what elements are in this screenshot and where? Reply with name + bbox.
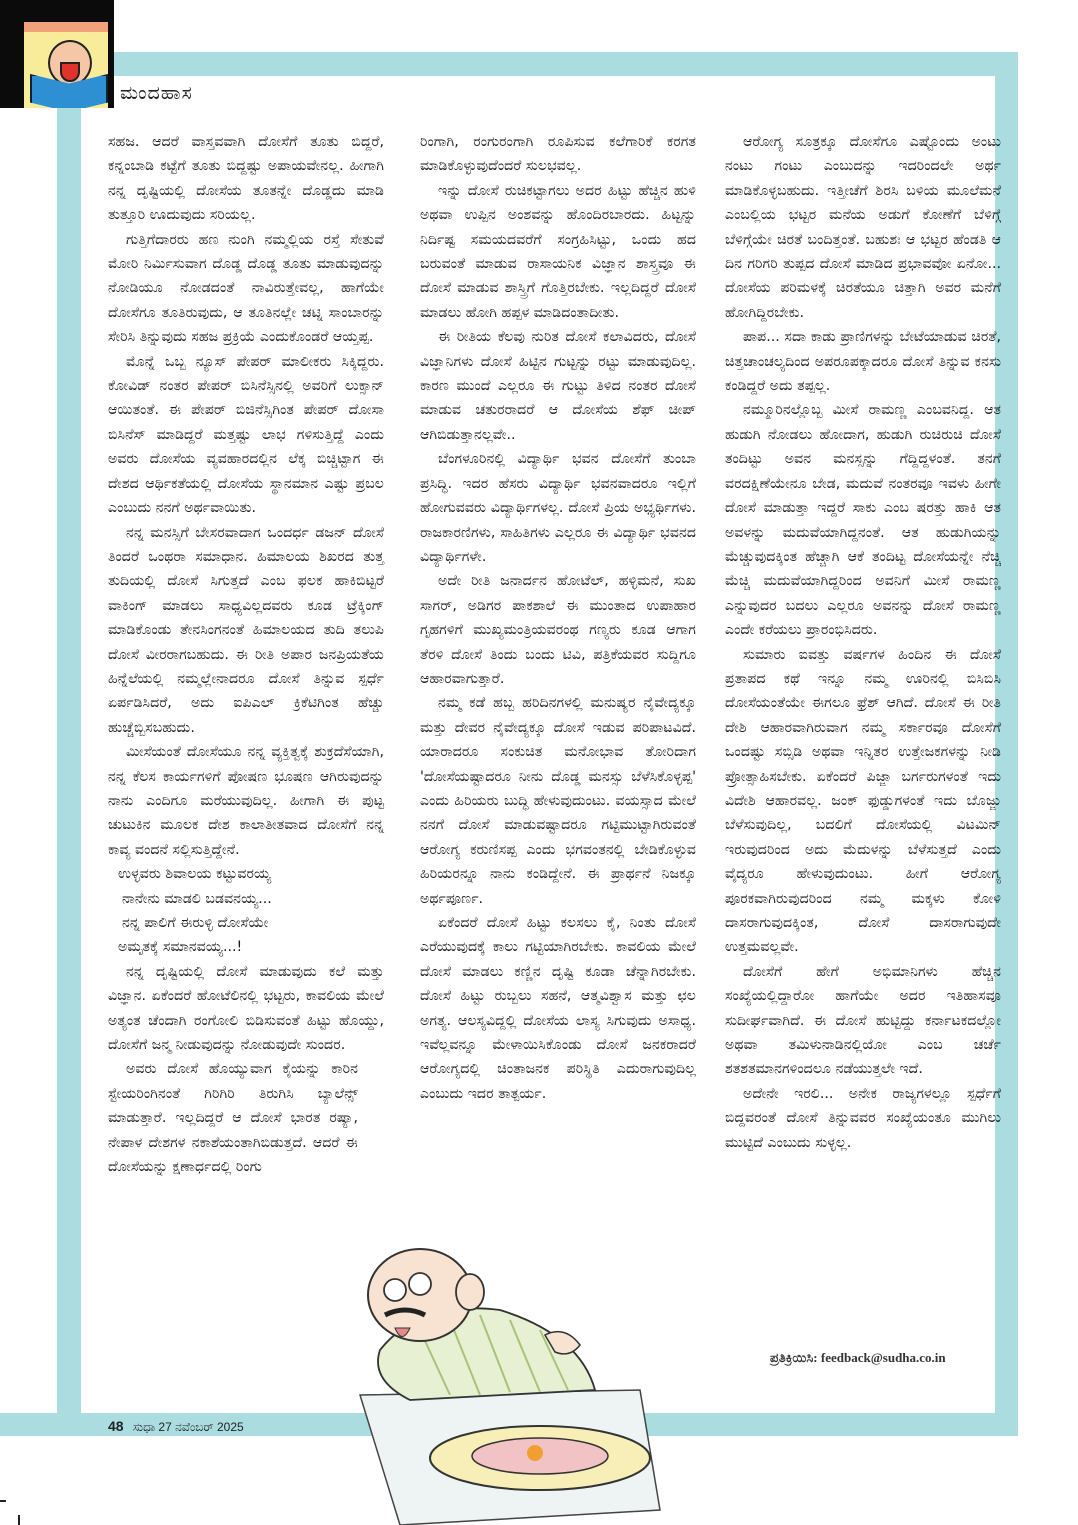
paragraph: ಗುತ್ತಿಗೆದಾರರು ಹಣ ನುಂಗಿ ನಮ್ಮಲ್ಲಿಯ ರಸ್ತೆ ಸೇತುವೆ ಮೋರಿ ನಿರ್ಮಿಸುವಾಗ ದೊಡ್ಡ ದೊಡ್ಡ ತೂತು ಮಾಡುವುದನ್ನು ನೋಡಿಯೂ ನೋಡದಂತೆ ನಾವಿರುತ್ತೇವಲ್ಲ, ಹಾಗೆಯೇ ದೋಸೆಗೂ ತೂತಿರುವುದು, ಆ ತೂತಿನಲ್ಲೇ ಚಟ್ನಿ ಸಾಂಬಾರನ್ನು ಸೇರಿಸಿ ತಿನ್ನುವುದು ಸಹಜ ಪ್ರಕ್ರಿಯೆ ಎಂದುಕೊಂಡರೆ ಆಯ್ತಪ್ಪ.	[108, 231, 384, 346]
paragraph: ಏಕೆಂದರೆ ದೋಸೆ ಹಿಟ್ಟು ಕಲಸಲು ಕೈ, ನಿಂತು ದೋಸೆ ಎರೆಯುವುದಕ್ಕೆ ಕಾಲು ಗಟ್ಟಿಯಾಗಿರಬೇಕು. ಕಾವಲಿಯ ಮೇಲೆ ದೋಸೆ ಮಾಡಲು ಕಣ್ಣಿನ ದೃಷ್ಟಿ ಕೂಡಾ ಚೆನ್ನಾಗಿರಬೇಕು. ದೋಸೆ ಹಿಟ್ಟು ರುಬ್ಬಲು ಸಹನೆ, ಆತ್ಮವಿಶ್ವಾಸ ಮತ್ತು ಛಲ ಅಗತ್ಯ. ಆಲಸ್ಯವಿದ್ದಲ್ಲಿ ದೋಸೆಯ ಲಾಸ್ಯ ಸಿಗುವುದು ಅಸಾಧ್ಯ. ಇವೆಲ್ಲವನ್ನೂ ಮೇಳಾಯಿಸಿಕೊಂಡು ದೋಸೆ ಜನಕರಾದರೆ ಆರೋಗ್ಯದಲ್ಲಿ ಚಿಂತಾಜನಕ ಪರಿಸ್ಥಿತಿ ಎದುರಾಗುವುದಿಲ್ಲ ಎಂಬುದು ಇದರ ತಾತ್ಪರ್ಯ.	[420, 915, 696, 1102]
paragraph: ಅದೇನೇ ಇರಲಿ... ಅನೇಕ ರಾಜ್ಯಗಳಲ್ಲೂ ಸ್ಪರ್ಧೆಗೆ ಬಿದ್ದವರಂತೆ ದೋಸೆ ತಿನ್ನುವವರ ಸಂಖ್ಯೆಯಂತೂ ಮುಗಿಲು ಮುಟ್ಟಿದೆ ಎಂಬುದು ಸುಳ್ಳಲ್ಲ.	[725, 1085, 1001, 1151]
article-column-3	[725, 130, 1001, 1155]
paragraph: ಪಾಪ... ಸದಾ ಕಾಡು ಪ್ರಾಣಿಗಳನ್ನು ಬೇಟೆಯಾಡುವ ಚಿರತೆ, ಚಿತ್ತಚಾಂಚಲ್ಯದಿಂದ ಅಪರೂಪಕ್ಕಾದರೂ ದೋಸೆ ತಿನ್ನುವ ಕನಸು ಕಂಡಿದ್ದರೆ ಅದು ತಪ್ಪಲ್ಲ.	[725, 329, 1001, 395]
paragraph: ಈ ರೀತಿಯ ಕೆಲವು ನುರಿತ ದೋಸೆ ಕಲಾವಿದರು, ದೋಸೆ ವಿಜ್ಞಾನಿಗಳು ದೋಸೆ ಹಿಟ್ಟಿನ ಗುಟ್ಟನ್ನು ರಟ್ಟು ಮಾಡುವುದಿಲ್ಲ. ಕಾರಣ ಮುಂದೆ ಎಲ್ಲರೂ ಈ ಗುಟ್ಟು ತಿಳಿದ ನಂತರ ದೋಸೆ ಮಾಡುವ ಚತುರರಾದರೆ ಆ ದೋಸೆಯ ಶೆಫ್ ಚೀಪ್ ಆಗಿಬಿಡುತ್ತಾನಲ್ಲವೇ..	[420, 329, 696, 443]
bald-man-eating-dosa-illustration	[340, 1240, 740, 1525]
poem-line: ಉಳ್ಳವರು ಶಿವಾಲಯ ಕಟ್ಟುವರಯ್ಯ	[118, 866, 272, 883]
page-footer	[108, 1418, 244, 1435]
logo-mouth	[60, 62, 80, 82]
poem-line: ನನ್ನ ಪಾಲಿಗೆ ಈರುಳ್ಳಿ ದೋಸೆಯೇ	[122, 915, 269, 931]
paragraph: ಸುಮಾರು ಐವತ್ತು ವರ್ಷಗಳ ಹಿಂದಿನ ಈ ದೋಸೆ ಪ್ರತಾಪದ ಕಥೆ ಇನ್ನೂ ನಮ್ಮ ಊರಿನಲ್ಲಿ ಬಿಸಿಬಿಸಿ ದೋಸೆಯಂತೆಯೇ ಈಗಲೂ ಫ್ರೆಶ್ ಆಗಿದೆ. ದೋಸೆ ಈ ರೀತಿ ದೇಶಿ ಆಹಾರವಾಗಿರುವಾಗ ನಮ್ಮ ಸರ್ಕಾರವೂ ದೋಸೆಗೆ ಒಂದಷ್ಟು ಸಬ್ಸಿಡಿ ಅಥವಾ ಇನ್ನಿತರ ಉತ್ತೇಜಕಗಳನ್ನು ನೀಡಿ ಪ್ರೋತ್ಸಾಹಿಸಬೇಕು. ಏಕೆಂದರೆ ಪಿಜ್ಜಾ ಬರ್ಗರುಗಳಂತೆ ಇದು ವಿದೇಶಿ ಆಹಾರವಲ್ಲ. ಜಂಕ್ ಫುಡ್ಡುಗಳಂತೆ ಇದು ಬೊಜ್ಜು ಬೆಳೆಸುವುದಿಲ್ಲ, ಬದಲಿಗೆ ದೋಸೆಯಲ್ಲಿ ವಿಟಮಿನ್ ಇರುವುದರಿಂದ ಅದು ಮೆದುಳನ್ನು ಬೆಳೆಸುತ್ತದೆ ಎಂದು ವೈದ್ಯರೂ ಹೇಳುವುದುಂಟು. ಹೀಗೆ ಆರೋಗ್ಯ ಪೂರಕವಾಗಿರುವುದರಿಂದ ನಮ್ಮ ಮಕ್ಕಳು ಕೋಳಿ ದಾಸರಾಗುವುದಕ್ಕಿಂತ, ದೋಸೆ ದಾಸರಾಗುವುದೇ ಉತ್ತಮವಲ್ಲವೇ.	[725, 646, 1001, 956]
paragraph: ನನ್ನ ದೃಷ್ಟಿಯಲ್ಲಿ ದೋಸೆ ಮಾಡುವುದು ಕಲೆ ಮತ್ತು ವಿಜ್ಞಾನ. ಏಕೆಂದರೆ ಹೋಟೆಲಿನಲ್ಲಿ ಭಟ್ಟರು, ಕಾವಲಿಯ ಮೇಲೆ ಅತ್ಯಂತ ಚೆಂದಾಗಿ ರಂಗೋಲಿ ಬಿಡಿಸುವಂತೆ ಹಿಟ್ಟು ಹೊಯ್ದು, ದೋಸೆಗೆ ಜನ್ಮ ನೀಡುವುದನ್ನು ನೋಡುವುದೇ ಸುಂದರ.	[108, 963, 384, 1054]
article-column-2	[420, 130, 696, 1106]
eye-right	[409, 1273, 431, 1295]
paragraph: ರಿಂಗಾಗಿ, ರಂಗುರಂಗಾಗಿ ರೂಪಿಸುವ ಕಲೆಗಾರಿಕೆ ಕರಗತ ಮಾಡಿಕೊಳ್ಳುವುದೆಂದರೆ ಸುಲಭವಲ್ಲ.	[420, 134, 696, 175]
logo-hair	[24, 22, 108, 32]
paragraph: ದೋಸೆಗೆ ಹೇಗೆ ಅಭಿಮಾನಿಗಳು ಹೆಚ್ಚಿನ ಸಂಖ್ಯೆಯಲ್ಲಿದ್ದಾರೋ ಹಾಗೆಯೇ ಅದರ ಇತಿಹಾಸವೂ ಸುದೀರ್ಘವಾಗಿದೆ. ಈ ದೋಸೆ ಹುಟ್ಟಿದ್ದು ಕರ್ನಾಟಕದಲ್ಲೋ ಅಥವಾ ತಮಿಳುನಾಡಿನಲ್ಲಿಯೋ ಎಂಬ ಚರ್ಚೆ ಶತಶತಮಾನಗಳಿಂದಲೂ ನಡೆಯುತ್ತಲೇ ಇದೆ.	[725, 963, 1001, 1078]
paragraph: ಅದೇ ರೀತಿ ಜನಾರ್ದನ ಹೋಟೆಲ್, ಹಳ್ಳಿಮನೆ, ಸುಖ ಸಾಗರ್, ಅಡಿಗರ ಪಾಕಶಾಲೆ ಈ ಮುಂತಾದ ಉಪಾಹಾರ ಗೃಹಗಳಿಗೆ ಮುಖ್ಯಮಂತ್ರಿಯವರಂಥ ಗಣ್ಯರು ಕೂಡ ಆಗಾಗ ತೆರಳಿ ದೋಸೆ ತಿಂದು ಬಂದು ಟಿವಿ, ಪತ್ರಿಕೆಯವರ ಸುದ್ದಿಗೂ ಆಹಾರವಾಗುತ್ತಾರೆ.	[420, 573, 696, 687]
frame-top-band	[114, 52, 1018, 76]
frame-left-band	[57, 108, 81, 1436]
paragraph: ಸಹಜ. ಆದರೆ ವಾಸ್ತವವಾಗಿ ದೋಸೆಗೆ ತೂತು ಬಿದ್ದರೆ, ಕನ್ನಂಬಾಡಿ ಕಟ್ಟೆಗೆ ತೂತು ಬಿದ್ದಷ್ಟು ಅಪಾಯವೇನಲ್ಲ. ಹೀಗಾಗಿ ನನ್ನ ದೃಷ್ಟಿಯಲ್ಲಿ ದೋಸೆಯ ತೂತನ್ನೇ ದೊಡ್ಡದು ಮಾಡಿ ತುತ್ತೂರಿ ಊದುವುದು ಸರಿಯಲ್ಲ.	[108, 134, 384, 224]
paragraph: ಆರೋಗ್ಯ ಸೂತ್ರಕ್ಕೂ ದೋಸೆಗೂ ಎಷ್ಟೊಂದು ಅಂಟು ನಂಟು ಗಂಟು ಎಂಬುದನ್ನು ಇದರಿಂದಲೇ ಅರ್ಥ ಮಾಡಿಕೊಳ್ಳಬಹುದು. ಇತ್ತೀಚೆಗೆ ಶಿರಸಿ ಬಳಿಯ ಮೂಲೆಮನೆ ಎಂಬಲ್ಲಿಯ ಭಟ್ಟರ ಮನೆಯ ಅಡುಗೆ ಕೋಣೆಗೆ ಬೆಳಿಗ್ಗೆ ಬೆಳಿಗ್ಗೆಯೇ ಚಿರತೆ ಬಂದಿತ್ತಂತೆ. ಬಹುಶಃ ಆ ಭಟ್ಟರ ಹೆಂಡತಿ ಆ ದಿನ ಗರಿಗರಿ ತುಪ್ಪದ ದೋಸೆ ಮಾಡಿದ ಪ್ರಭಾವವೋ ಏನೋ... ದೋಸೆಯ ಪರಿಮಳಕ್ಕೆ ಚಿರತೆಯೂ ಚಿತ್ತಾಗಿ ಅವರ ಮನೆಗೆ ಹೋಗಿದ್ದಿರಬೇಕು.	[725, 134, 1001, 321]
paragraph: ಬೆಂಗಳೂರಿನಲ್ಲಿ ವಿದ್ಯಾರ್ಥಿ ಭವನ ದೋಸೆಗೆ ತುಂಬಾ ಪ್ರಸಿದ್ಧಿ. ಇದರ ಹೆಸರು ವಿದ್ಯಾರ್ಥಿ ಭವನವಾದರೂ ಇಲ್ಲಿಗೆ ಹೋಗುವವರು ವಿದ್ಯಾರ್ಥಿಗಳಲ್ಲ. ದೋಸೆ ಪ್ರಿಯ ಅಭ್ಯರ್ಥಿಗಳು. ರಾಜಕಾರಣಿಗಳು, ಸಾಹಿತಿಗಳು ಎಲ್ಲರೂ ಈ ವಿದ್ಯಾರ್ಥಿ ಭವನದ ವಿದ್ಯಾರ್ಥಿಗಳೇ.	[420, 451, 696, 565]
paragraph: ಮೀಸೆಯಂತೆ ದೋಸೆಯೂ ನನ್ನ ವ್ಯಕ್ತಿತ್ವಕ್ಕೆ ಶುಕ್ರದೆಸೆಯಾಗಿ, ನನ್ನ ಕೆಲಸ ಕಾರ್ಯಗಳಿಗೆ ಪೋಷಣ ಭೂಷಣ ಆಗಿರುವುದನ್ನು ನಾನು ಎಂದಿಗೂ ಮರೆಯುವುದಿಲ್ಲ. ಹೀಗಾಗಿ ಈ ಪುಟ್ಟ ಚುಟುಕಿನ ಮೂಲಕ ದೇಶ ಕಾಲಾತೀತವಾದ ದೋಸೆಗೆ ನನ್ನ ಕಾವ್ಯ ವಂದನೆ ಸಲ್ಲಿಸುತ್ತಿದ್ದೇನೆ.	[108, 744, 384, 858]
feedback-email[interactable]: ಪ್ರತಿಕ್ರಿಯಿಸಿ: feedback@sudha.co.in	[770, 1350, 946, 1365]
paragraph: ನಮ್ಮೂರಿನಲ್ಲೊಬ್ಬ ಮೀಸೆ ರಾಮಣ್ಣ ಎಂಬವನಿದ್ದ. ಆತ ಹುಡುಗಿ ನೋಡಲು ಹೋದಾಗ, ಹುಡುಗಿ ರುಚಿರುಚಿ ದೋಸೆ ತಂದಿಟ್ಟು ಅವನ ಮನಸ್ಸನ್ನು ಗೆದ್ದಿದ್ದಳಂತೆ. ತನಗೆ ವರದಕ್ಷಿಣೆಯೇನೂ ಬೇಡ, ಮದುವೆ ನಂತರವೂ ಇವಳು ಹೀಗೇ ದೋಸೆ ಮಾಡುತ್ತಾ ಇದ್ದರೆ ಸಾಕು ಎಂಬ ಷರತ್ತು ಹಾಕಿ ಆತ ಅವಳನ್ನು ಮದುವೆಯಾಗಿದ್ದನಂತೆ. ಆತ ಹುಡುಗಿಯನ್ನು ಮೆಚ್ಚುವುದಕ್ಕಿಂತ ಹೆಚ್ಚಾಗಿ ಆಕೆ ತಂದಿಟ್ಟ ದೋಸೆಯನ್ನೇ ನೆಚ್ಚಿ ಮೆಚ್ಚಿ ಮದುವೆಯಾಗಿದ್ದರಿಂದ ಅವನಿಗೆ ಮೀಸೆ ರಾಮಣ್ಣ ಎನ್ನುವುದರ ಬದಲು ಎಲ್ಲರೂ ಅವನನ್ನು ದೋಸೆ ರಾಮಣ್ಣ ಎಂದೇ ಕರೆಯಲು ಪ್ರಾರಂಭಿಸಿದರು.	[725, 402, 1001, 639]
article-column-1	[108, 130, 384, 1179]
section-title: ಮಂದಹಾಸ	[120, 82, 193, 104]
crop-mark	[0, 1500, 6, 1502]
paragraph: ನಮ್ಮ ಕಡೆ ಹಬ್ಬ ಹರಿದಿನಗಳಲ್ಲಿ ಮನುಷ್ಯರ ನೈವೇದ್ಯಕ್ಕೂ ಮತ್ತು ದೇವರ ನೈವೇದ್ಯಕ್ಕೂ ದೋಸೆ ಇಡುವ ಪರಿಪಾಟವಿದೆ. ಯಾರಾದರೂ ಸಂಕುಚಿತ ಮನೋಭಾವ ತೋರಿದಾಗ 'ದೋಸೆಯಷ್ಟಾದರೂ ನೀನು ದೊಡ್ಡ ಮನಸ್ಸು ಬೆಳೆಸಿಕೊಳ್ಳಪ್ಪ' ಎಂದು ಹಿರಿಯರು ಬುದ್ಧಿ ಹೇಳುವುದುಂಟು. ವಯಸ್ಸಾದ ಮೇಲೆ ನನಗೆ ದೋಸೆ ಮಾಡುವಷ್ಟಾದರೂ ಗಟ್ಟಿಮುಟ್ಟಾಗಿರುವಂತೆ ಆರೋಗ್ಯ ಕರುಣಿಸಪ್ಪ ಎಂದು ಭಗವಂತನಲ್ಲಿ ಬೇಡಿಕೊಳ್ಳುವ ಹಿರಿಯರನ್ನೂ ನಾನು ಕಂಡಿದ್ದೇನೆ. ಈ ಪ್ರಾರ್ಥನೆ ನಿಜಕ್ಕೂ ಅರ್ಥಪೂರ್ಣ.	[420, 695, 696, 907]
paragraph: ಮೊನ್ನೆ ಒಬ್ಬ ನ್ಯೂಸ್ ಪೇಪರ್ ಮಾಲೀಕರು ಸಿಕ್ಕಿದ್ದರು. ಕೋವಿಡ್ ನಂತರ ಪೇಪರ್ ಬಿಸಿನೆಸ್ಸಿನಲ್ಲಿ ಅವರಿಗೆ ಲುಕ್ಸಾನ್ ಆಯಿತಂತೆ. ಈ ಪೇಪರ್ ಬಿಜಿನೆಸ್ಸಿಗಿಂತ ಪೇಪರ್ ದೋಸಾ ಬಿಸಿನೆಸ್ ಮಾಡಿದ್ದರೆ ಮತ್ತಷ್ಟು ಲಾಭ ಗಳಿಸುತ್ತಿದ್ದೆ ಎಂದು ಅವರು ದೋಸೆಯ ವ್ಯವಹಾರದಲ್ಲಿನ ಲೆಕ್ಕ ಬಿಚ್ಚಿಟ್ಟಾಗ ಈ ದೇಶದ ಆರ್ಥಿಕತೆಯಲ್ಲಿ ದೋಸೆಯ ಸ್ಥಾನಮಾನ ಎಷ್ಟು ಪ್ರಬಲ ಎಂಬುದು ನನಗೆ ಅರ್ಥವಾಯಿತು.	[108, 353, 384, 517]
page-number: 48	[108, 1418, 124, 1434]
reading-cartoon-icon	[24, 22, 108, 108]
crop-mark	[18, 1515, 20, 1525]
poem-line: ಅಮೃತಕ್ಕೆ ಸಮಾನವಯ್ಯ...!	[118, 939, 243, 956]
eye-left	[384, 1279, 406, 1301]
ear	[456, 1274, 484, 1310]
poem-line: ನಾನೇನು ಮಾಡಲಿ ಬಡವನಯ್ಯ...	[122, 890, 272, 907]
paragraph: ಇನ್ನು ದೋಸೆ ರುಚಿಕಟ್ಟಾಗಲು ಅದರ ಹಿಟ್ಟು ಹೆಚ್ಚಿನ ಹುಳಿ ಅಥವಾ ಉಪ್ಪಿನ ಅಂಶವನ್ನು ಹೊಂದಿರಬಾರದು. ಹಿಟ್ಟನ್ನು ನಿರ್ದಿಷ್ಟ ಸಮಯದವರೆಗೆ ಸಂಗ್ರಹಿಸಿಟ್ಟು, ಒಂದು ಹದ ಬರುವಂತೆ ಮಾಡುವ ರಾಸಾಯನಿಕ ವಿಜ್ಞಾನ ಶಾಸ್ತ್ರವೂ ಈ ದೋಸೆ ಮಾಡುವ ಶಾಸ್ತ್ರಿಗೆ ಗೊತ್ತಿರಬೇಕು. ಇಲ್ಲದಿದ್ದರೆ ದೋಸೆ ಮಾಡಲು ಹೋಗಿ ಹಪ್ಪಳ ಮಾಡಿದಂತಾದೀತು.	[420, 182, 696, 321]
food-piece	[527, 1445, 543, 1461]
paragraph: ಅವರು ದೋಸೆ ಹೊಯ್ಯುವಾಗ ಕೈಯನ್ನು ಕಾರಿನ ಸ್ಟೇಯರಿಂಗಿನಂತೆ ಗಿರಿಗಿರಿ ತಿರುಗಿಸಿ ಬ್ಯಾಲೆನ್ಸ್ ಮಾಡುತ್ತಾರೆ. ಇಲ್ಲದಿದ್ದರೆ ಆ ದೋಸೆ ಭಾರತ ರಷ್ಯಾ, ನೇಪಾಳ ದೇಶಗಳ ನಕಾಶೆಯಂತಾಗಿಬಿಡುತ್ತದೆ. ಆದರೆ ಈ ದೋಸೆಯನ್ನು ಕ್ಷಣಾರ್ಧದಲ್ಲಿ ರಿಂಗು	[108, 1061, 358, 1176]
publication-date: ಸುಧಾ 27 ನವೆಂಬರ್ 2025	[132, 1420, 244, 1434]
paragraph: ನನ್ನ ಮನಸ್ಸಿಗೆ ಬೇಸರವಾದಾಗ ಒಂದರ್ಧ ಡಜನ್ ದೋಸೆ ತಿಂದರೆ ಒಂಥರಾ ಸಮಾಧಾನ. ಹಿಮಾಲಯ ಶಿಖರದ ತುತ್ತ ತುದಿಯಲ್ಲಿ ದೋಸೆ ಸಿಗುತ್ತದೆ ಎಂಬ ಫಲಕ ಹಾಕಿಬಿಟ್ಟರೆ ವಾಕಿಂಗ್ ಮಾಡಲು ಸಾಧ್ಯವಿಲ್ಲದವರು ಕೂಡ ಟ್ರೆಕ್ಕಿಂಗ್ ಮಾಡಿಕೊಂಡು ತೇನಸಿಂಗನಂತೆ ಹಿಮಾಲಯದ ತುದಿ ತಲುಪಿ ದೋಸೆ ವೀರರಾಗಬಹುದು. ಈ ರೀತಿ ಅಪಾರ ಜನಪ್ರಿಯತೆಯ ಹಿನ್ನೆಲೆಯಲ್ಲಿ ನಮ್ಮಲ್ಲೇನಾದರೂ ದೋಸೆ ತಿನ್ನುವ ಸ್ಪರ್ಧೆ ಏರ್ಪಡಿಸಿದರೆ, ಅದು ಐಪಿಎಲ್ ಕ್ರಿಕೆಟಿಗಿಂತ ಹೆಚ್ಚು ಹುಚ್ಚೆಬ್ಬಿಸಬಹುದು.	[108, 524, 384, 736]
poem	[118, 862, 384, 960]
